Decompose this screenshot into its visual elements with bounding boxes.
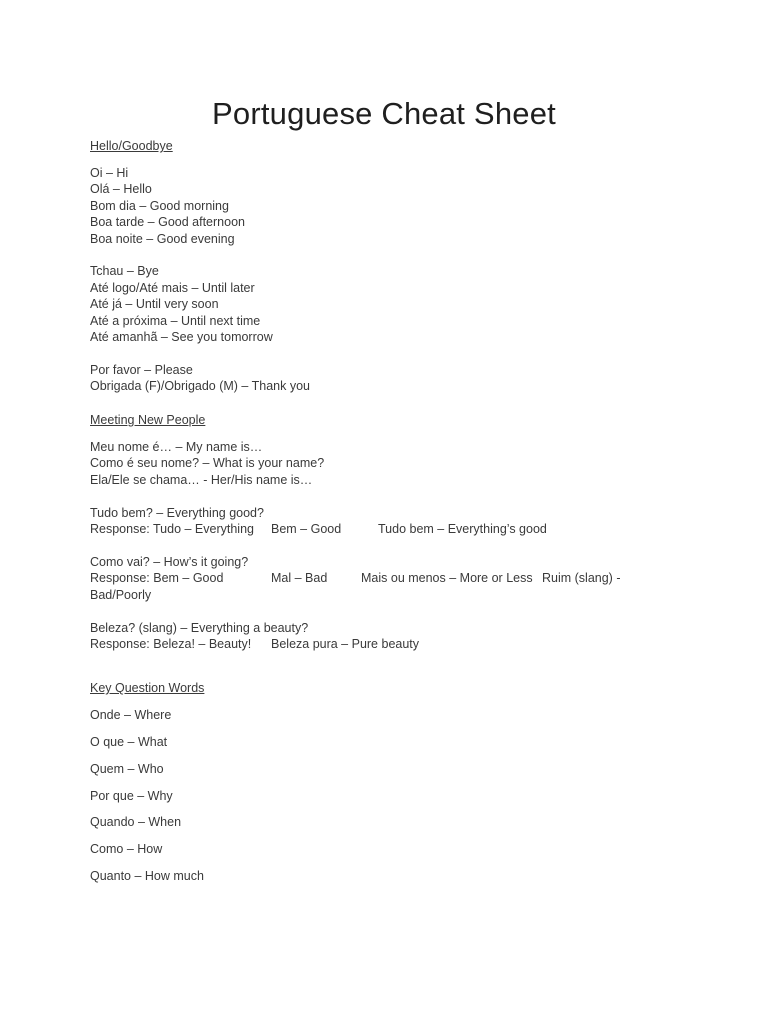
phrase-line: Como – How	[90, 842, 163, 856]
phrase-line: Até a próxima – Until next time	[90, 314, 261, 328]
section-heading-meeting-new-people: Meeting New People	[90, 413, 206, 427]
response-item: Response: Bem – Good	[90, 571, 224, 585]
response-row-como-vai	[90, 570, 690, 586]
phrase-line: Até já – Until very soon	[90, 297, 219, 311]
phrase-line: Tchau – Bye	[90, 264, 159, 278]
phrase-line: Onde – Where	[90, 708, 172, 722]
section-heading-key-question-words: Key Question Words	[90, 681, 205, 695]
phrase-line: Até logo/Até mais – Until later	[90, 281, 255, 295]
phrase-line: Beleza? (slang) – Everything a beauty?	[90, 621, 309, 635]
phrase-line: Quando – When	[90, 815, 182, 829]
section-heading-hello-goodbye: Hello/Goodbye	[90, 139, 173, 153]
phrase-line: Olá – Hello	[90, 182, 152, 196]
response-row-beleza	[90, 636, 690, 652]
phrase-line: Bad/Poorly	[90, 588, 152, 602]
response-item: Mal – Bad	[271, 571, 328, 585]
phrase-line: Como é seu nome? – What is your name?	[90, 456, 325, 470]
response-item: Ruim (slang) -	[542, 571, 621, 585]
response-row-tudo-bem	[90, 521, 690, 537]
phrase-line: Por favor – Please	[90, 363, 193, 377]
phrase-line: Boa noite – Good evening	[90, 232, 235, 246]
response-item: Response: Tudo – Everything	[90, 522, 254, 536]
phrase-line: Até amanhã – See you tomorrow	[90, 330, 273, 344]
response-item: Beleza pura – Pure beauty	[271, 637, 420, 651]
phrase-line: O que – What	[90, 735, 168, 749]
response-item: Tudo bem – Everything’s good	[378, 522, 547, 536]
phrase-line: Oi – Hi	[90, 166, 129, 180]
phrase-line: Por que – Why	[90, 789, 173, 803]
phrase-line: Tudo bem? – Everything good?	[90, 506, 264, 520]
response-item: Response: Beleza! – Beauty!	[90, 637, 252, 651]
phrase-line: Meu nome é… – My name is…	[90, 440, 263, 454]
phrase-line: Boa tarde – Good afternoon	[90, 215, 245, 229]
phrase-line: Quem – Who	[90, 762, 164, 776]
response-item: Bem – Good	[271, 522, 342, 536]
page-title: Portuguese Cheat Sheet	[212, 96, 556, 131]
phrase-line: Quanto – How much	[90, 869, 204, 883]
phrase-line: Como vai? – How’s it going?	[90, 555, 249, 569]
phrase-line: Obrigada (F)/Obrigado (M) – Thank you	[90, 379, 311, 393]
response-item: Mais ou menos – More or Less	[361, 571, 533, 585]
phrase-line: Bom dia – Good morning	[90, 199, 229, 213]
phrase-line: Ela/Ele se chama… - Her/His name is…	[90, 473, 313, 487]
